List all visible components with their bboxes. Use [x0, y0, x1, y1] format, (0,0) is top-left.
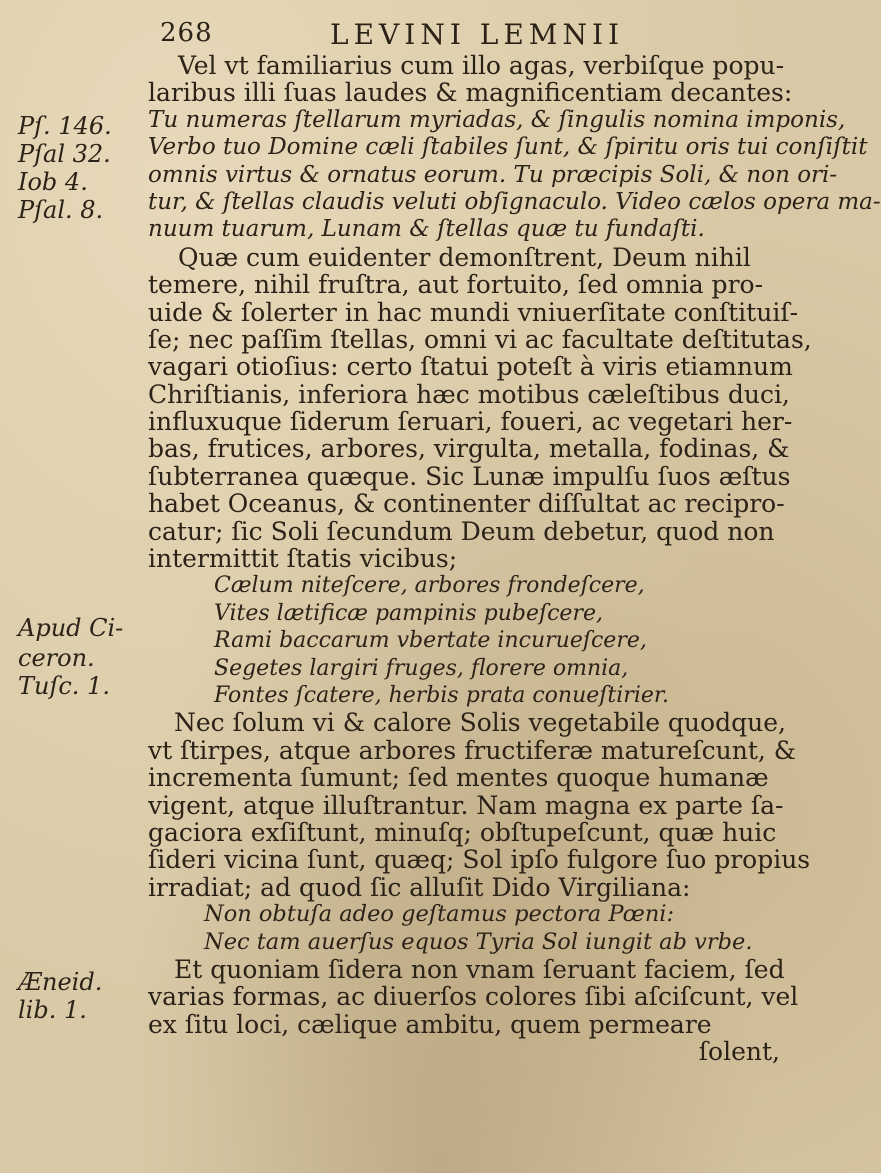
text-line: vt ſtirpes, atque arbores fructiferæ matureſcunt, & [148, 735, 797, 765]
text-line: influxuque ſiderum ſeruari, foueri, ac vegetari her- [148, 407, 793, 437]
text-line: habet Oceanus, & continenter diſſultat ac recipro- [148, 489, 785, 519]
margin-notes [0, 0, 150, 1173]
scripture-line: omnis virtus & ornatus eorum. Tu præcipis Soli, & non ori- [148, 161, 838, 188]
text-line: ſe; nec paſſim ſtellas, omni vi ac facultate deſtitutas, [148, 324, 812, 354]
text-line: catur; ſic Soli ſecundum Deum debetur, quod non [148, 516, 775, 546]
page-number: 268 [160, 18, 213, 48]
text-line: ſubterranea quæque. Sic Lunæ impulſu ſuos æſtus [148, 461, 791, 491]
margin-note: Apud Ci- [18, 614, 124, 642]
margin-note: Iob 4. [18, 168, 88, 196]
text-line: vagari otioſius: certo ſtatui poteſt à viris etiamnum [148, 352, 793, 382]
scripture-line: Tu numeras ſtellarum myriadas, & ſingulis nomina imponis, [148, 106, 846, 133]
text-line: gaciora exſiſtunt, minuſq; obſtupeſcunt, quæ huic [148, 817, 777, 847]
text-line: laribus illi ſuas laudes & magnificentiam decantes: [148, 78, 793, 108]
text-line: ex ſitu loci, cælique ambitu, quem permeare [148, 1009, 712, 1039]
text-line: irradiat; ad quod ſic alluſit Dido Virgiliana: [148, 872, 691, 902]
margin-note: ceron. [18, 644, 95, 672]
text-line: incrementa ſumunt; ſed mentes quoque humanæ [148, 763, 769, 793]
text-line: Nec ſolum vi & calore Solis vegetabile quodque, [174, 708, 786, 738]
verse-line: Segetes largiri fruges, florere omnia, [214, 655, 629, 681]
margin-note: Pſal. 8. [18, 196, 104, 224]
text-line: varias formas, ac diuerſos colores ſibi aſciſcunt, vel [148, 982, 799, 1012]
text-line: Et quoniam ſidera non vnam ſeruant faciem, ſed [174, 954, 785, 984]
verse-line: Nec tam auerſus equos Tyria Sol iungit ab vrbe. [204, 928, 753, 955]
scripture-line: tur, & ſtellas claudis veluti obſignaculo. Video cælos opera ma- [148, 188, 881, 215]
margin-note: lib. 1. [18, 996, 87, 1024]
page-header [160, 14, 780, 54]
running-head: LEVINI LEMNII [330, 18, 625, 51]
verse-line: Cælum niteſcere, arbores frondeſcere, [214, 573, 645, 599]
margin-note: Tuſc. 1. [18, 672, 110, 700]
verse-line: Vites lætificæ pampinis pubeſcere, [214, 600, 603, 626]
scripture-line: nuum tuarum, Lunam & ſtellas quæ tu fundaſti. [148, 216, 705, 243]
text-line: temere, nihil fruſtra, aut fortuito, ſed omnia pro- [148, 270, 764, 300]
text-line: ſideri vicina ſunt, quæq; Sol ipſo fulgore ſuo propius [148, 845, 811, 875]
verse-line: Fontes ſcatere, herbis prata conueſtirier. [214, 682, 669, 708]
margin-note: Pſ. 146. [18, 112, 112, 140]
text-line: Quæ cum euidenter demonſtrent, Deum nihil [178, 242, 751, 272]
verse-line: Rami baccarum vbertate incurueſcere, [214, 628, 647, 654]
text-line: intermittit ſtatis vicibus; [148, 544, 458, 574]
margin-note: Æneid. [18, 968, 103, 996]
text-line: uide & ſolerter in hac mundi vniuerſitate conſtituiſ- [148, 297, 799, 327]
catchword: ſolent, [698, 1037, 780, 1067]
scripture-line: Verbo tuo Domine cæli ſtabiles ſunt, & ſpiritu oris tui conſiſtit [148, 134, 868, 161]
text-line: Vel vt familiarius cum illo agas, verbiſque popu- [178, 51, 785, 80]
margin-note: Pſal 32. [18, 140, 111, 168]
text-line: Chriſtianis, inferiora hæc motibus cæleſtibus duci, [148, 379, 790, 409]
text-line: bas, frutices, arbores, virgulta, metalla, fodinas, & [148, 434, 790, 464]
text-body [148, 51, 881, 1067]
text-line: vigent, atque illuſtrantur. Nam magna ex parte ſa- [148, 790, 784, 820]
verse-line: Non obtuſa adeo geſtamus pectora Pœni: [204, 901, 675, 928]
